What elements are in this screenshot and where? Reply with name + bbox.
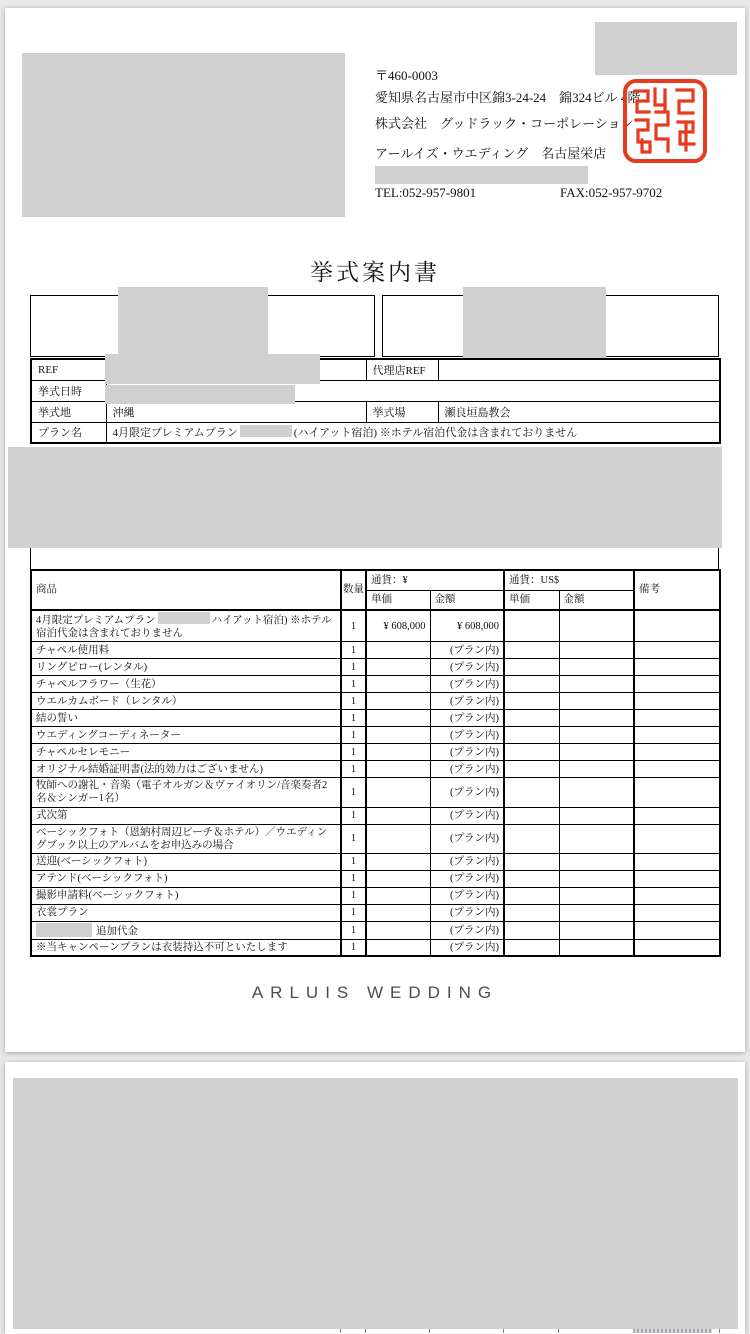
- agency-ref-label: 代理店REF: [366, 359, 438, 380]
- item-unit-usd: [504, 642, 559, 659]
- arluis-wedding-logo: ARLUIS WEDDING: [251, 983, 499, 1002]
- item-name: 4月限定プレミアムプラン ハイアット宿泊) ※ホテル宿泊代金は含まれておりません: [31, 610, 341, 642]
- item-row: [31, 939, 720, 956]
- item-unit-yen: [366, 642, 430, 659]
- item-qty: 1: [341, 676, 366, 693]
- item-amount-usd: [559, 887, 634, 904]
- location-row: [31, 401, 720, 422]
- item-amount-yen: (プラン内): [430, 887, 504, 904]
- item-unit-yen: [366, 744, 430, 761]
- item-name: ベーシックフォト（恩納村周辺ビーチ＆ホテル）／ウエディングブック以上のアルバムをお申込みの場合: [31, 824, 341, 853]
- item-unit-usd: [504, 676, 559, 693]
- item-unit-usd: [504, 807, 559, 824]
- item-amount-yen: (プラン内): [430, 676, 504, 693]
- item-remarks: [634, 642, 720, 659]
- item-amount-usd: [559, 642, 634, 659]
- table-column-tick: [429, 1329, 430, 1333]
- item-amount-yen: (プラン内): [430, 744, 504, 761]
- item-row: [31, 824, 720, 853]
- document-page-2: [5, 1062, 745, 1334]
- item-row: [31, 727, 720, 744]
- page-title: 挙式案内書: [310, 260, 440, 285]
- item-name: チャペルセレモニー: [31, 744, 341, 761]
- item-name: ウエディングコーディネーター: [31, 727, 341, 744]
- item-amount-usd: [559, 939, 634, 956]
- item-amount-usd: [559, 761, 634, 778]
- item-remarks: [634, 727, 720, 744]
- item-amount-yen: (プラン内): [430, 853, 504, 870]
- table-column-tick: [340, 1329, 341, 1333]
- item-amount-yen: (プラン内): [430, 727, 504, 744]
- item-amount-usd: [559, 778, 634, 807]
- item-name: 牧師への謝礼・音楽（電子オルガン＆ヴァイオリン/音楽奏者2名＆シンガー1名）: [31, 778, 341, 807]
- item-amount-usd: [559, 744, 634, 761]
- item-row: [31, 642, 720, 659]
- item-amount-usd: [559, 710, 634, 727]
- items-header-row-1: [31, 570, 720, 590]
- tiny-text-smudge: [633, 1329, 712, 1333]
- item-row: [31, 744, 720, 761]
- redacted-item-prefix: [36, 923, 92, 937]
- sender-company: 株式会社 グッドラック・コーポレーション: [375, 116, 634, 131]
- redacted-header-block: [595, 22, 737, 75]
- item-qty: 1: [341, 939, 366, 956]
- table-column-tick: [365, 1329, 366, 1333]
- item-qty: 1: [341, 710, 366, 727]
- item-unit-usd: [504, 610, 559, 642]
- item-amount-usd: [559, 824, 634, 853]
- postal-code: 〒460-0003: [375, 68, 438, 83]
- item-row: [31, 853, 720, 870]
- item-unit-yen: [366, 659, 430, 676]
- item-amount-usd: [559, 807, 634, 824]
- item-qty: 1: [341, 693, 366, 710]
- col-amount-usd: 金額: [559, 590, 634, 610]
- col-unit-yen: 単価: [366, 590, 430, 610]
- item-name: 送迎(ベーシックフォト): [31, 853, 341, 870]
- item-qty: 1: [341, 659, 366, 676]
- price-items-table: [30, 569, 721, 957]
- item-amount-usd: [559, 676, 634, 693]
- item-name: チャペルフラワー（生花）: [31, 676, 341, 693]
- item-unit-yen: ¥ 608,000: [366, 610, 430, 642]
- item-unit-yen: [366, 824, 430, 853]
- item-amount-usd: [559, 693, 634, 710]
- item-qty: 1: [341, 921, 366, 939]
- item-qty: 1: [341, 778, 366, 807]
- table-column-tick: [503, 1329, 504, 1333]
- location-label: 挙式地: [31, 401, 106, 422]
- redacted-page2-block: [13, 1078, 738, 1329]
- item-amount-usd: [559, 610, 634, 642]
- item-row: [31, 761, 720, 778]
- venue-label: 挙式場: [366, 401, 438, 422]
- item-unit-yen: [366, 710, 430, 727]
- item-amount-yen: (プラン内): [430, 710, 504, 727]
- item-amount-yen: (プラン内): [430, 642, 504, 659]
- item-amount-yen: (プラン内): [430, 870, 504, 887]
- col-currency-usd: 通貨：US$: [504, 570, 634, 590]
- item-remarks: [634, 744, 720, 761]
- item-unit-yen: [366, 778, 430, 807]
- agency-ref-value: [438, 359, 720, 380]
- col-unit-usd: 単価: [504, 590, 559, 610]
- col-currency-yen: 通貨：¥: [366, 570, 504, 590]
- item-qty: 1: [341, 887, 366, 904]
- item-name: 式次第: [31, 807, 341, 824]
- item-name: 撮影申請料(ベーシックフォト): [31, 887, 341, 904]
- item-remarks: [634, 870, 720, 887]
- sender-tel: TEL:052-957-9801: [375, 185, 477, 200]
- item-row: [31, 676, 720, 693]
- redacted-notes-block: [8, 447, 722, 548]
- item-unit-usd: [504, 921, 559, 939]
- item-unit-usd: [504, 659, 559, 676]
- item-unit-usd: [504, 761, 559, 778]
- item-remarks: [634, 853, 720, 870]
- item-name: 結の誓い: [31, 710, 341, 727]
- item-amount-usd: [559, 921, 634, 939]
- plan-label: プラン名: [31, 422, 106, 443]
- redacted-plan-part: [240, 425, 292, 437]
- item-amount-yen: (プラン内): [430, 693, 504, 710]
- item-qty: 1: [341, 824, 366, 853]
- item-name: ※当キャンペーンプランは衣装持込不可といたします: [31, 939, 341, 956]
- company-seal-icon: [622, 78, 708, 164]
- item-remarks: [634, 761, 720, 778]
- item-amount-yen: (プラン内): [430, 659, 504, 676]
- item-amount-usd: [559, 870, 634, 887]
- plan-value-post: (ハイアット宿泊) ※ホテル宿泊代金は含まれておりません: [293, 427, 578, 440]
- table-column-tick: [719, 1329, 720, 1333]
- item-remarks: [634, 659, 720, 676]
- venue-value: 瀬良垣島教会: [438, 401, 720, 422]
- item-row: [31, 659, 720, 676]
- item-row: [31, 921, 720, 939]
- item-row: [31, 693, 720, 710]
- item-unit-yen: [366, 870, 430, 887]
- item-name: オリジナル結婚証明書(法的効力はございません): [31, 761, 341, 778]
- redacted-groom-name: [118, 287, 268, 359]
- redacted-recipient-block: [22, 53, 345, 217]
- item-qty: 1: [341, 642, 366, 659]
- item-qty: 1: [341, 727, 366, 744]
- redacted-datetime-value: [105, 385, 295, 404]
- table-column-tick: [558, 1329, 559, 1333]
- item-amount-usd: [559, 904, 634, 921]
- item-unit-usd: [504, 853, 559, 870]
- item-qty: 1: [341, 870, 366, 887]
- item-qty: 1: [341, 610, 366, 642]
- item-row: [31, 904, 720, 921]
- item-unit-yen: [366, 921, 430, 939]
- datetime-label: 挙式日時: [31, 380, 106, 401]
- item-unit-yen: [366, 693, 430, 710]
- item-unit-yen: [366, 807, 430, 824]
- item-row: [31, 870, 720, 887]
- plan-row: [31, 422, 720, 443]
- item-unit-usd: [504, 710, 559, 727]
- item-unit-yen: [366, 727, 430, 744]
- item-row: [31, 778, 720, 807]
- item-amount-yen: (プラン内): [430, 761, 504, 778]
- item-remarks: [634, 904, 720, 921]
- redacted-bride-name: [463, 287, 606, 358]
- item-qty: 1: [341, 853, 366, 870]
- item-unit-usd: [504, 824, 559, 853]
- item-qty: 1: [341, 807, 366, 824]
- item-name: アテンド(ベーシックフォト): [31, 870, 341, 887]
- item-unit-yen: [366, 887, 430, 904]
- col-product: 商品: [31, 570, 341, 610]
- item-row: [31, 807, 720, 824]
- item-amount-yen: (プラン内): [430, 824, 504, 853]
- item-unit-usd: [504, 778, 559, 807]
- item-name: リングピロー(レンタル): [31, 659, 341, 676]
- sender-address: 愛知県名古屋市中区錦3-24-24 錦324ビル 4階: [375, 90, 641, 105]
- item-qty: 1: [341, 904, 366, 921]
- document-page-1: [5, 8, 745, 1052]
- item-remarks: [634, 710, 720, 727]
- item-unit-yen: [366, 904, 430, 921]
- plan-value: [106, 422, 720, 443]
- item-name: チャペル使用料: [31, 642, 341, 659]
- item-name: 衣裳プラン: [31, 904, 341, 921]
- sender-shop: アールイズ・ウエディング 名古屋栄店: [375, 146, 607, 161]
- item-name: ウエルカムボード（レンタル）: [31, 693, 341, 710]
- item-amount-usd: [559, 659, 634, 676]
- item-unit-usd: [504, 870, 559, 887]
- item-amount-yen: (プラン内): [430, 939, 504, 956]
- item-row: [31, 887, 720, 904]
- redacted-sender-line: [375, 166, 588, 184]
- item-unit-usd: [504, 744, 559, 761]
- item-qty: 1: [341, 761, 366, 778]
- item-amount-yen: (プラン内): [430, 904, 504, 921]
- item-unit-yen: [366, 676, 430, 693]
- item-unit-usd: [504, 939, 559, 956]
- item-amount-usd: [559, 853, 634, 870]
- item-unit-yen: [366, 939, 430, 956]
- item-remarks: [634, 921, 720, 939]
- item-remarks: [634, 676, 720, 693]
- item-amount-yen: (プラン内): [430, 807, 504, 824]
- sender-fax: FAX:052-957-9702: [560, 185, 663, 200]
- item-amount-yen: (プラン内): [430, 778, 504, 807]
- col-qty: 数量: [341, 570, 366, 610]
- item-unit-usd: [504, 727, 559, 744]
- item-remarks: [634, 693, 720, 710]
- item-amount-usd: [559, 727, 634, 744]
- col-remarks: 備考: [634, 570, 720, 610]
- item-remarks: [634, 807, 720, 824]
- location-value: 沖縄: [106, 401, 366, 422]
- item-remarks: [634, 778, 720, 807]
- item-amount-yen: ¥ 608,000: [430, 610, 504, 642]
- redacted-ref-value: [105, 354, 320, 384]
- item-amount-yen: (プラン内): [430, 921, 504, 939]
- redacted-item-part: [158, 612, 210, 624]
- item-unit-usd: [504, 693, 559, 710]
- item-remarks: [634, 887, 720, 904]
- item-row: [31, 710, 720, 727]
- plan-value-pre: 4月限定プレミアムプラン: [112, 427, 238, 440]
- item-name: 追加代金: [31, 921, 341, 939]
- item-unit-yen: [366, 853, 430, 870]
- col-amount-yen: 金額: [430, 590, 504, 610]
- item-qty: 1: [341, 744, 366, 761]
- item-unit-usd: [504, 887, 559, 904]
- item-unit-usd: [504, 904, 559, 921]
- ref-label: REF: [31, 359, 106, 380]
- item-remarks: [634, 939, 720, 956]
- item-remarks: [634, 824, 720, 853]
- item-unit-yen: [366, 761, 430, 778]
- item-remarks: [634, 610, 720, 642]
- item-row: [31, 610, 720, 642]
